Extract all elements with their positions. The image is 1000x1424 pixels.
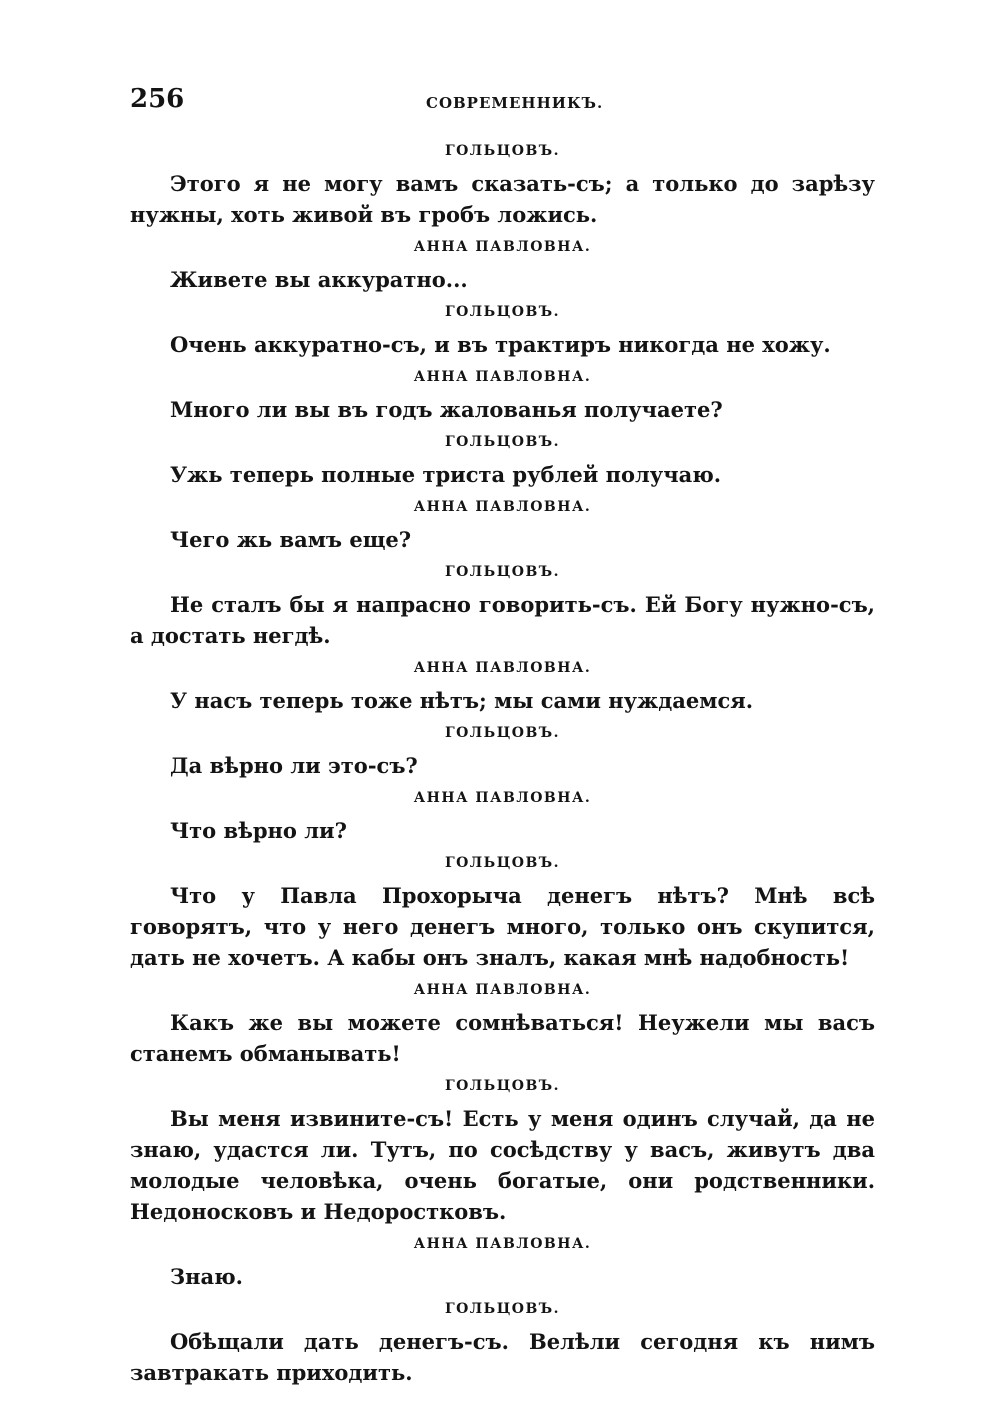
page-header [130,84,875,124]
speaker-name: ГОЛЬЦОВЪ. [444,143,561,159]
speech-text: Что у Павла Прохорыча денегъ нѣтъ? Мнѣ всѣ говорятъ, что у него денегъ много, только онъ скупится, дать не хочетъ. А кабы онъ зналъ, какая мнѣ надобность! [130,883,875,970]
speech-text: Вы меня извините-съ! Есть у меня одинъ случай, да не знаю, удастся ли. Тутъ, по сосѣдству у васъ, живутъ два молодые человѣка, очень богатые, они родственники. Недоносковъ и Недоростковъ. [130,1106,875,1224]
speaker-name: АННА ПАВЛОВНА. [413,790,592,806]
speaker-name: АННА ПАВЛОВНА. [413,982,592,998]
speech-text: Живете вы аккуратно... [170,267,468,292]
speaker-name: ГОЛЬЦОВЪ. [444,304,561,320]
speech-text: Не сталъ бы я напрасно говорить-съ. Ей Богу нужно-съ, а достать негдѣ. [130,592,875,648]
speech-text: Что вѣрно ли? [170,818,347,843]
speech-text: Обѣщали дать денегъ-съ. Велѣли сегодня къ нимъ завтракать приходить. [130,1329,875,1385]
speech-text: Какъ же вы можете сомнѣваться! Неужели мы васъ станемъ обманывать! [130,1010,875,1066]
speech-text: Ужь теперь полные триста рублей получаю. [170,462,722,487]
speech-text: Да вѣрно ли это-съ? [170,753,418,778]
speech-text: Много ли вы въ годъ жалованья получаете? [170,397,723,422]
running-head: СОВРЕМЕННИКЪ. [426,94,604,112]
speaker-name: ГОЛЬЦОВЪ. [444,725,561,741]
speaker-name: ГОЛЬЦОВЪ. [444,1301,561,1317]
speaker-name: АННА ПАВЛОВНА. [413,660,592,676]
speech-text: Очень аккуратно-съ, и въ трактиръ никогда не хожу. [170,332,831,357]
speaker-name: АННА ПАВЛОВНА. [413,369,592,385]
speaker-name: АННА ПАВЛОВНА. [413,499,592,515]
page-number: 256 [130,84,185,114]
speaker-name: АННА ПАВЛОВНА. [413,239,592,255]
speaker-name: ГОЛЬЦОВЪ. [444,434,561,450]
speaker-name: ГОЛЬЦОВЪ. [444,1078,561,1094]
speech-text: Чего жь вамъ еще? [170,527,412,552]
speech-text: Знаю. [170,1264,243,1289]
speaker-name: ГОЛЬЦОВЪ. [444,564,561,580]
speech-text: У насъ теперь тоже нѣтъ; мы сами нуждаемся. [170,688,754,713]
dialogue [130,140,875,1394]
speaker-name: ГОЛЬЦОВЪ. [444,855,561,871]
speaker-name: АННА ПАВЛОВНА. [413,1236,592,1252]
speech-text: Этого я не могу вамъ сказать-съ; а только до зарѣзу нужны, хоть живой въ гробъ ложись. [130,171,875,227]
